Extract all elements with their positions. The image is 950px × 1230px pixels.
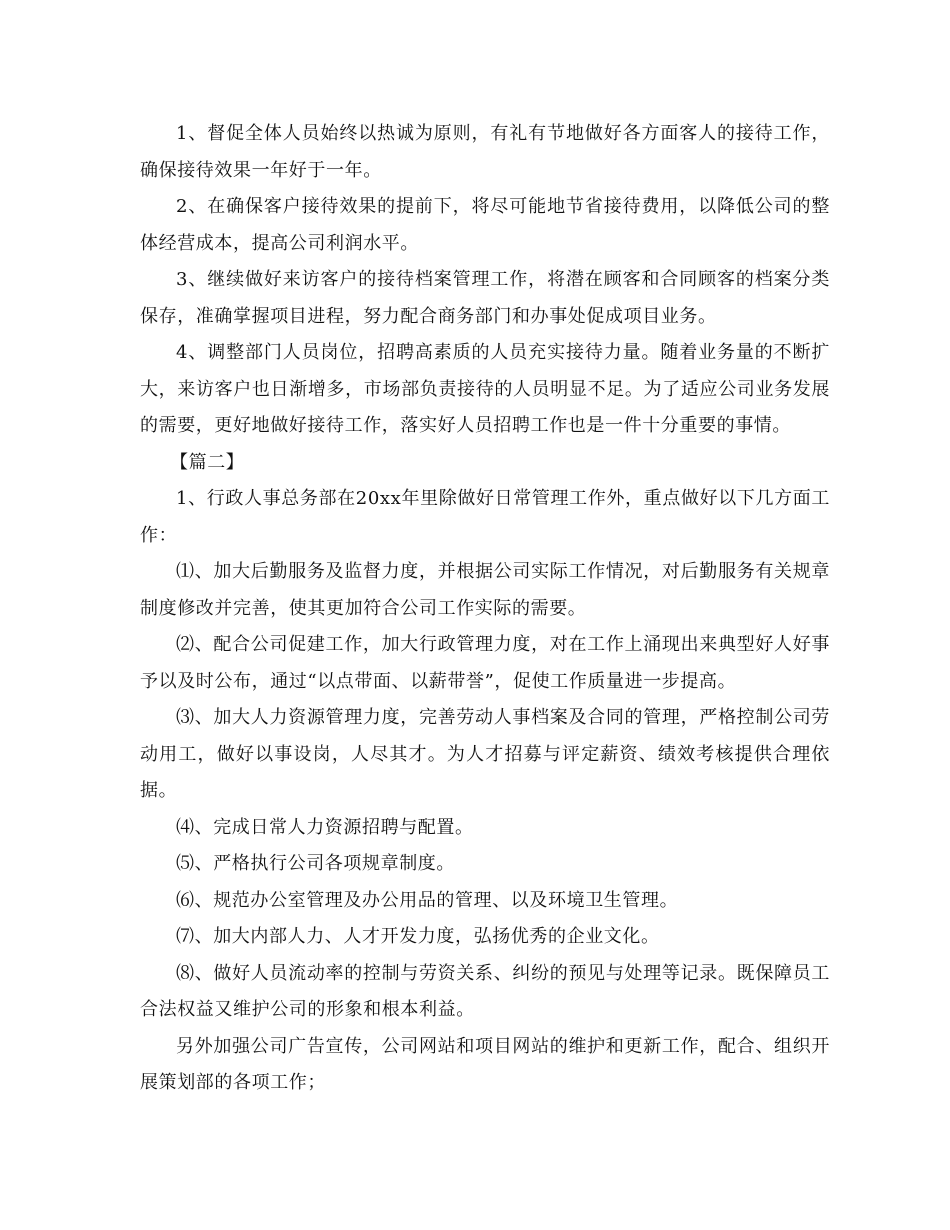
paragraph-14: 另外加强公司广告宣传，公司网站和项目网站的维护和更新工作，配合、组织开展策划部的各项工作； xyxy=(140,1035,830,1093)
paragraph-10: ⑸、严格执行公司各项规章制度。 xyxy=(176,853,455,874)
paragraph-5: 1、行政人事总务部在20xx年里除做好日常管理工作外，重点做好以下几方面工作： xyxy=(140,488,830,546)
paragraph-13: ⑻、做好人员流动率的控制与劳资关系、纠纷的预见与处理等记录。既保障员工合法权益又维护公司的形象和根本利益。 xyxy=(140,962,830,1020)
paragraph-2: 2、在确保客户接待效果的提前下，将尽可能地节省接待费用，以降低公司的整体经营成本，提高公司利润水平。 xyxy=(140,196,830,254)
paragraph-12: ⑺、加大内部人力、人才开发力度，弘扬优秀的企业文化。 xyxy=(176,926,660,947)
paragraph-8: ⑶、加大人力资源管理力度，完善劳动人事档案及合同的管理，严格控制公司劳动用工，做好以事设岗，人尽其才。为人才招募与评定薪资、绩效考核提供合理依据。 xyxy=(140,707,830,801)
paragraph-9: ⑷、完成日常人力资源招聘与配置。 xyxy=(176,816,474,838)
paragraph-6: ⑴、加大后勤服务及监督力度，并根据公司实际工作情况，对后勤服务有关规章制度修改并完善，使其更加符合公司工作实际的需要。 xyxy=(140,561,830,619)
paragraph-4: 4、调整部门人员岗位，招聘高素质的人员充实接待力量。随着业务量的不断扩大，来访客户也日渐增多，市场部负责接待的人员明显不足。为了适应公司业务发展的需要，更好地做好接待工作，落实好人员招聘工作也是一件十分重要的事情。 xyxy=(140,342,830,436)
paragraph-1: 1、督促全体人员始终以热诚为原则，有礼有节地做好各方面客人的接待工作，确保接待效果一年好于一年。 xyxy=(140,123,830,181)
paragraph-7: ⑵、配合公司促建工作，加大行政管理力度，对在工作上涌现出来典型好人好事予以及时公布，通过“以点带面、以薪带誉”，促使工作质量进一步提高。 xyxy=(140,634,830,692)
document-body xyxy=(140,116,830,1102)
paragraph-11: ⑹、规范办公室管理及办公用品的管理、以及环境卫生管理。 xyxy=(176,889,679,911)
section-heading: 【篇二】 xyxy=(170,451,245,473)
paragraph-3: 3、继续做好来访客户的接待档案管理工作，将潜在顾客和合同顾客的档案分类保存，准确掌握项目进程，努力配合商务部门和办事处促成项目业务。 xyxy=(140,269,830,327)
